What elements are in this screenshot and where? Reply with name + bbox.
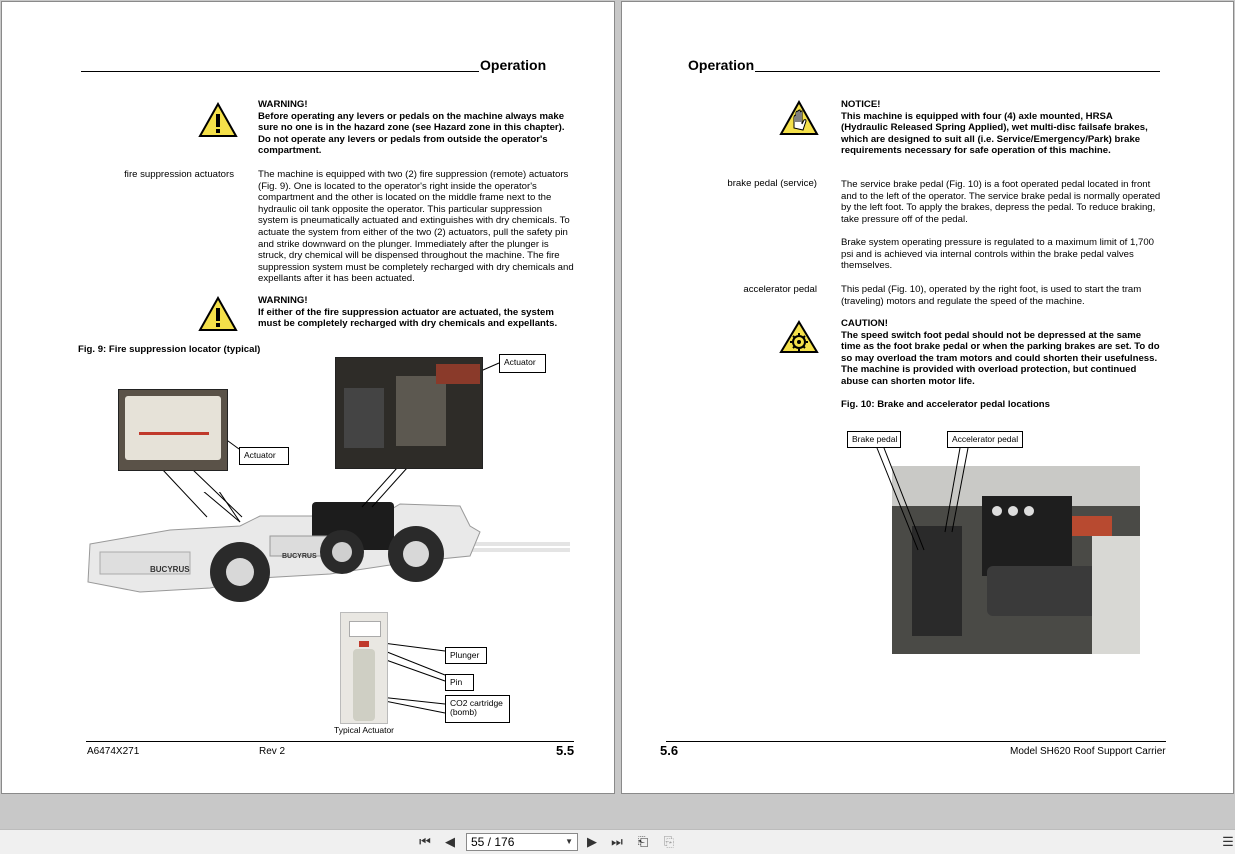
- callout-actuator-left: Actuator: [239, 447, 289, 465]
- caution-gear-icon: [779, 320, 819, 354]
- viewer-toolbar: [0, 829, 1235, 854]
- callout-actuator-right: Actuator: [499, 354, 546, 373]
- notice: [841, 99, 1161, 157]
- right-page: [621, 1, 1234, 794]
- warning-1: [258, 99, 568, 157]
- callout-accelerator-pedal: Accelerator pedal: [947, 431, 1023, 448]
- page-header-title: Operation: [688, 57, 755, 73]
- brand-text-rear: BUCYRUS: [282, 553, 317, 560]
- caution-body: The speed switch foot pedal should not be depressed at the same time as the foot brake pedal or when the parking brakes are set. To do so may overload the tram motors and could shorten their usefulness. The machine is provided with overload protection, but continued abuse can shorten motor life.: [841, 329, 1160, 387]
- previous-view-icon[interactable]: ⎗: [637, 834, 649, 849]
- brake-pedal-body-1: The service brake pedal (Fig. 10) is a foot operated pedal located in front and to the left of the operator. The service brake pedal is normally operated by the left foot. To apply the brakes, depress the pedal. To reduce braking, take pressure off of the pedal.: [841, 179, 1161, 225]
- left-page: [1, 1, 615, 794]
- warning-1-body: Before operating any levers or pedals on the machine always make sure no one is in the hazard zone (see Hazard zone in this chapter). Do not operate any levers or pedals from outside the operator's compartment.: [258, 110, 565, 157]
- header-rule: [81, 71, 479, 72]
- last-page-icon[interactable]: ⏭: [611, 834, 623, 849]
- prev-page-icon[interactable]: ◀: [445, 834, 455, 849]
- first-page-icon[interactable]: ⏮: [419, 834, 431, 849]
- page-header-title: Operation: [480, 57, 547, 73]
- callout-co2-line1: CO2 cartridge: [450, 698, 503, 708]
- page-display: 55 / 176: [471, 835, 515, 849]
- brake-pedal-sidehead: brake pedal (service): [727, 178, 817, 189]
- callout-co2-line2: (bomb): [450, 707, 477, 717]
- warning-1-title: WARNING!: [258, 99, 308, 110]
- warning-2: [258, 295, 574, 330]
- menu-icon[interactable]: ☰: [1222, 834, 1234, 849]
- callout-brake-pedal: Brake pedal: [847, 431, 901, 448]
- typical-actuator-photo: [340, 612, 388, 724]
- warning-triangle-icon: [198, 296, 238, 332]
- notice-title: NOTICE!: [841, 99, 881, 110]
- accelerator-pedal-sidehead: accelerator pedal: [743, 284, 817, 295]
- page-number-input[interactable]: [466, 833, 578, 851]
- callout-plunger: Plunger: [445, 647, 487, 664]
- brand-text-front: BUCYRUS: [150, 565, 190, 574]
- figure-10-caption: Fig. 10: Brake and accelerator pedal locations: [841, 399, 1051, 410]
- figure-9-leaders: [2, 342, 616, 762]
- caution-title: CAUTION!: [841, 318, 888, 329]
- warning-2-title: WARNING!: [258, 295, 308, 306]
- caution: [841, 318, 1163, 388]
- warning-triangle-icon: [198, 102, 238, 138]
- figure-10-leaders: [622, 442, 1235, 572]
- accelerator-pedal-body: This pedal (Fig. 10), operated by the right foot, is used to start the tram (traveling) motors and regulate the speed of the machine.: [841, 284, 1142, 307]
- fire-actuator-photo-left: [118, 389, 228, 471]
- brake-pedal-body-2: Brake system operating pressure is regulated to a maximum limit of 1,700 psi and is achieved via internal controls within the brake pedal valves themselves.: [841, 237, 1155, 272]
- figure-9-caption: Fig. 9: Fire suppression locator (typical): [78, 344, 261, 355]
- page-number: 5.6: [660, 743, 679, 758]
- footer-doc-id: A6474X271: [87, 746, 140, 757]
- callout-co2-cartridge: [445, 695, 510, 723]
- warning-2-body: If either of the fire suppression actuator are actuated, the system must be completely recharged with dry chemicals and expellants.: [258, 306, 558, 330]
- fire-suppression-sidehead: fire suppression actuators: [124, 169, 234, 180]
- next-view-icon[interactable]: ⎘: [663, 834, 675, 849]
- next-page-icon[interactable]: ▶: [587, 834, 597, 849]
- typical-actuator-label: Typical Actuator: [334, 725, 395, 735]
- header-rule: [755, 71, 1160, 72]
- fire-actuator-photo-right: [335, 357, 483, 469]
- notice-hand-icon: [779, 100, 819, 136]
- footer-model: Model SH620 Roof Support Carrier: [1010, 746, 1166, 757]
- chevron-down-icon[interactable]: ▼: [565, 837, 573, 846]
- callout-pin: Pin: [445, 674, 474, 691]
- fire-suppression-body: The machine is equipped with two (2) fire suppression (remote) actuators (Fig. 9). One is located to the operator's right inside the operator's compartment and the other is located on the middle frame next to the hydraulic oil tank opposite the operator. This particular suppression system is pneumatically actuated and extinguishes with dry chemicals. To actuate the system from either of the two (2) actuators, pull the safety pin and strike downward on the plunger. Immediately after the plunger is struck, dry chemical will be dispensed throughout the machine. The fire suppression system must be completely recharged with dry chemicals and expellants after it has been actuated.: [258, 169, 574, 285]
- notice-body: This machine is equipped with four (4) axle mounted, HRSA (Hydraulic Released Spring Applied), wet multi-disc failsafe brakes, which are designed to suit all (i.e. Service/Emergency/Park) brake requirements necessary for safe operation of this machine.: [841, 110, 1148, 157]
- footer-rule: [666, 741, 1166, 742]
- footer-revision: Rev 2: [259, 746, 286, 757]
- footer-rule: [86, 741, 574, 742]
- page-number: 5.5: [556, 743, 575, 758]
